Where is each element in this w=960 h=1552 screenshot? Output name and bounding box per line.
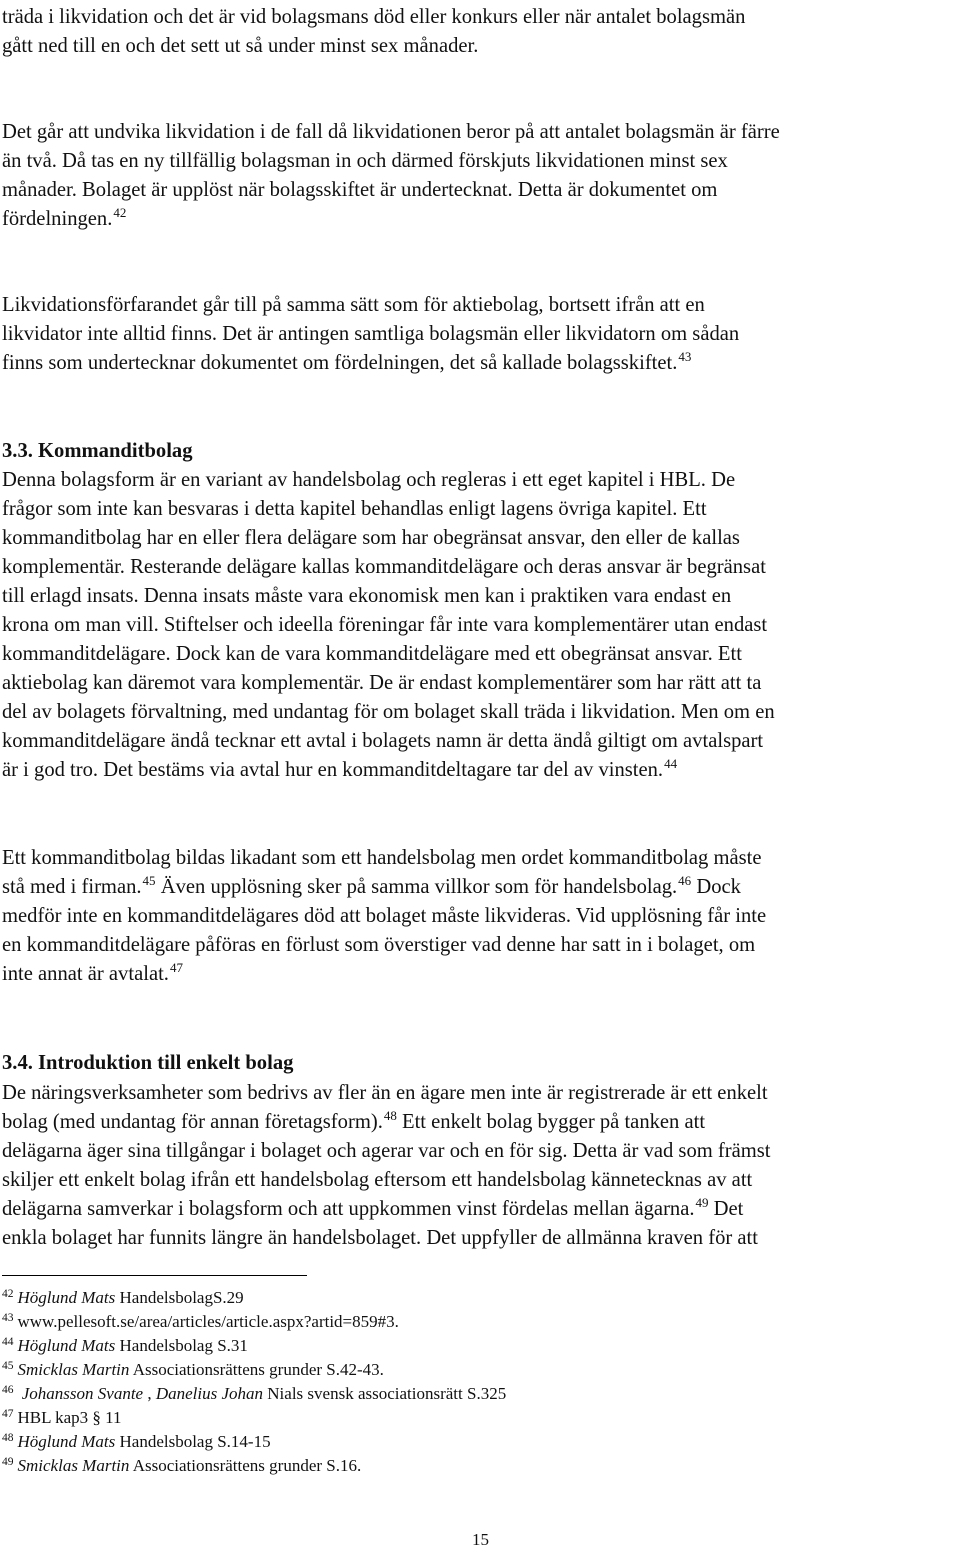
body-line: kommanditbolag har en eller flera delägare som har obegränsat ansvar, den eller de kallas	[2, 527, 740, 549]
line-text: Ett enkelt bolag bygger på tanken att	[396, 1111, 706, 1133]
page-number: 15	[472, 1530, 489, 1549]
footnote-author: Smicklas Martin	[17, 1360, 130, 1379]
footnote-author: Smicklas Martin	[17, 1456, 130, 1475]
body-line: frågor som inte kan besvaras i detta kapitel behandlas enligt lagens övriga kapitel. Ett	[2, 498, 707, 520]
footnote-ref[interactable]: 49	[695, 1195, 709, 1210]
footnote-ref[interactable]: 45	[142, 873, 156, 888]
footnote	[2, 1286, 244, 1310]
line-text: bolag (med undantag för annan företagsform).	[2, 1111, 383, 1133]
footnote-author: Johansson Svante	[17, 1384, 144, 1403]
line-text: stå med i firman.	[2, 876, 142, 898]
footnote	[2, 1382, 506, 1406]
body-line: kommanditdelägare. Dock kan de vara kommanditdelägare med ett obegränsat ansvar. Ett	[2, 643, 742, 665]
footnote	[2, 1334, 248, 1358]
footnote-divider	[2, 1275, 307, 1276]
body-line: en kommanditdelägare påföras en förlust som överstiger vad denne har satt in i bolaget, om	[2, 934, 756, 956]
body-line: del av bolagets förvaltning, med undantag för om bolaget skall träda i likvidation. Men om en	[2, 701, 775, 723]
body-line: skiljer ett enkelt bolag ifrån ett handelsbolag eftersom ett handelsbolag kännetecknas av att	[2, 1169, 753, 1191]
footnote	[2, 1310, 399, 1334]
footnote-number: 44	[2, 1336, 14, 1348]
line-text: är i god tro. Det bestäms via avtal hur en kommanditdeltagare tar del av vinsten.	[2, 759, 664, 781]
footnote-author: Danelius Johan	[155, 1384, 264, 1403]
line-text: fördelningen.	[2, 208, 113, 230]
footnote-ref[interactable]: 48	[383, 1108, 397, 1123]
footnote-text: HBL kap3 § 11	[17, 1408, 122, 1427]
body-line: De näringsverksamheter som bedrivs av fler än en ägare men inte är registrerade är ett enkelt	[2, 1082, 768, 1104]
line-text: Dock	[691, 876, 741, 898]
line-text: Även upplösning sker på samma villkor som för handelsbolag.	[155, 876, 678, 898]
body-line: Likvidationsförfarandet går till på samma sätt som för aktiebolag, bortsett ifrån att en	[2, 294, 705, 316]
footnote-ref[interactable]: 47	[169, 960, 183, 975]
body-line: gått ned till en och det sett ut så under minst sex månader.	[2, 35, 479, 57]
line-text: Det	[708, 1198, 744, 1220]
footnote-author: Höglund Mats	[17, 1288, 116, 1307]
section-heading: 3.3. Kommanditbolag	[2, 440, 193, 462]
body-line	[2, 755, 677, 785]
body-line: kommanditdelägare ändå tecknar ett avtal i bolagets namn är detta ändå giltigt om avtalspart	[2, 730, 764, 752]
body-line: Denna bolagsform är en variant av handelsbolag och regleras i ett eget kapitel i HBL. De	[2, 469, 736, 491]
body-line	[2, 1194, 743, 1224]
footnote-text: Associationsrättens grunder S.42-43.	[129, 1360, 384, 1379]
footnote-ref[interactable]: 46	[678, 873, 692, 888]
line-text: delägarna samverkar i bolagsform och att uppkommen vinst fördelas mellan ägarna.	[2, 1198, 695, 1220]
body-line: komplementär. Resterande delägare kallas kommanditdelägare och deras ansvar är begränsat	[2, 556, 766, 578]
footnote-author: Höglund Mats	[17, 1432, 116, 1451]
footnote	[2, 1430, 271, 1454]
footnote-ref[interactable]: 43	[678, 349, 692, 364]
line-text: inte annat är avtalat.	[2, 963, 169, 985]
body-line: Det går att undvika likvidation i de fall då likvidationen beror på att antalet bolagsmän är färre	[2, 121, 780, 143]
body-line: till erlagd insats. Denna insats måste vara ekonomisk men kan i praktiken vara endast en	[2, 585, 732, 607]
footnote-number: 43	[2, 1312, 14, 1324]
body-line: aktiebolag kan däremot vara komplementär. De är endast komplementärer som har rätt att ta	[2, 672, 762, 694]
section-heading: 3.4. Introduktion till enkelt bolag	[2, 1052, 294, 1074]
footnote	[2, 1454, 361, 1478]
body-line	[2, 204, 126, 234]
body-line: delägarna äger sina tillgångar i bolaget och agerar var och en för sig. Detta är vad som främst	[2, 1140, 771, 1162]
body-line: likvidator inte alltid finns. Det är antingen samtliga bolagsmän eller likvidatorn om sådan	[2, 323, 740, 345]
footnote-ref[interactable]: 42	[113, 205, 127, 220]
body-line	[2, 348, 691, 378]
body-line	[2, 1107, 705, 1137]
body-line: än två. Då tas en ny tillfällig bolagsman in och därmed förskjuts likvidationen minst sex	[2, 150, 728, 172]
body-line	[2, 959, 183, 989]
footnote-author: Höglund Mats	[17, 1336, 116, 1355]
body-line: medför inte en kommanditdelägares död att bolaget måste likvideras. Vid upplösning får inte	[2, 905, 767, 927]
body-line: enkla bolaget har funnits längre än handelsbolaget. Det uppfyller de allmänna kraven för att	[2, 1227, 758, 1249]
line-text: finns som undertecknar dokumentet om fördelningen, det så kallade bolagsskiftet.	[2, 352, 678, 374]
footnote	[2, 1406, 122, 1430]
body-line	[2, 872, 741, 902]
footnote-number: 48	[2, 1432, 14, 1444]
body-line: Ett kommanditbolag bildas likadant som ett handelsbolag men ordet kommanditbolag måste	[2, 847, 762, 869]
footnote-number: 49	[2, 1456, 14, 1468]
body-line: krona om man vill. Stiftelser och ideella föreningar får inte vara komplementärer utan endast	[2, 614, 768, 636]
footnote-text: Associationsrättens grunder S.16.	[129, 1456, 362, 1475]
footnote-text: Nials svensk associationsrätt S.325	[263, 1384, 507, 1403]
footnote-text: Handelsbolag S.14-15	[115, 1432, 271, 1451]
footnote-number: 47	[2, 1408, 14, 1420]
body-line: träda i likvidation och det är vid bolagsmans död eller konkurs eller när antalet bolagsmän	[2, 6, 746, 28]
footnote-text: Handelsbolag S.31	[115, 1336, 248, 1355]
footnote	[2, 1358, 384, 1382]
footnote-number: 45	[2, 1360, 14, 1372]
footnote-text: HandelsbolagS.29	[115, 1288, 244, 1307]
footnote-text: ,	[143, 1384, 156, 1403]
footnote-text[interactable]: www.pellesoft.se/area/articles/article.aspx?artid=859#3.	[17, 1312, 399, 1331]
footnote-ref[interactable]: 44	[664, 756, 678, 771]
footnote-number: 42	[2, 1288, 14, 1300]
footnote-number: 46	[2, 1384, 14, 1396]
body-line: månader. Bolaget är upplöst när bolagsskiftet är undertecknat. Detta är dokumentet om	[2, 179, 718, 201]
